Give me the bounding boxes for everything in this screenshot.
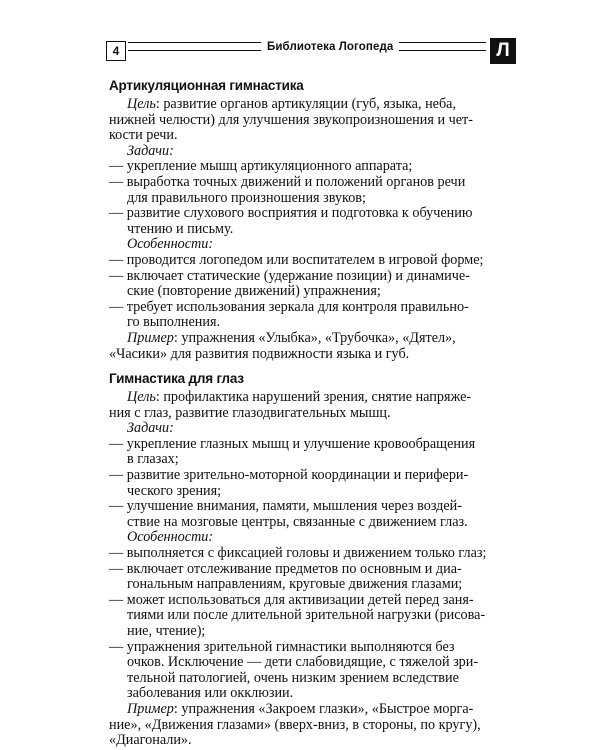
goal-line [109,97,513,113]
example-line: ние», «Движения глазами» (вверх-вниз, в стороны, по кругу), [109,716,481,733]
list-item: — развитие зрительно-моторной координации и перифери- [109,467,469,484]
goal-line [109,390,513,406]
list-item-cont: тиями или после длительной зрительной нагрузки (рисова- [127,607,486,624]
list-item-cont: гональным направлениям, круговые движения глазами; [127,576,463,593]
features-label: Особенности: [127,236,214,253]
example-line: «Часики» для развития подвижности языка и губ. [109,345,410,362]
list-item-cont: в глазах; [127,451,179,468]
example-text: : упражнения «Улыбка», «Трубочка», «Дятел», [173,329,456,346]
list-item: — требует использования зеркала для контроля правильно- [109,298,469,315]
list-item: — укрепление глазных мышц и улучшение кровообращения [109,435,476,452]
list-item-cont: заболевания или окклюзии. [127,685,294,702]
example-text: : упражнения «Закроем глазки», «Быстрое морга- [173,700,474,717]
goal-label: Цель [127,96,156,112]
list-item-cont: ческого зрения; [127,482,222,499]
header-title: Библиотека Логопеда [261,41,399,53]
goal-text: : профилактика нарушений зрения, снятие напряже- [155,389,472,406]
list-item-cont: ские (повторение движений) упражнения; [127,283,381,300]
features-label: Особенности: [127,529,214,546]
example-label: Пример [127,700,174,717]
list-item: — включает отслеживание предметов по основным и диа- [109,560,462,577]
goal-line: нижней челюсти) для улучшения звукопроизношения и чет- [109,111,473,128]
list-item-cont: го выполнения. [127,314,221,331]
section-title-eye-gymnastics: Гимнастика для глаз [109,371,244,387]
list-item-cont: для правильного произношения звуков; [127,189,366,206]
example-line [109,702,513,718]
list-item: — проводится логопедом или воспитателем в игровой форме; [109,251,484,268]
series-logo-icon: Л [490,38,516,64]
page-number: 4 [106,41,126,61]
example-line [109,331,513,347]
list-item-cont: чтению и письму. [127,220,234,237]
goal-text: : развитие органов артикуляции (губ, языка, неба, [155,96,457,112]
list-item: — улучшение внимания, памяти, мышления через воздей- [109,498,463,515]
list-item: — укрепление мышц артикуляционного аппарата; [109,158,413,175]
example-line: «Диагонали». [109,732,192,749]
goal-line: кости речи. [109,127,178,144]
list-item-cont: ствие на мозговые центры, связанные с движением глаз. [127,513,468,530]
list-item: — выполняется с фиксацией головы и движением только глаз; [109,545,487,562]
tasks-label: Задачи: [127,420,174,437]
goal-label: Цель [127,389,156,406]
list-item-cont: тельной патологией, очень низким зрением вследствие [127,669,459,686]
list-item: — развитие слухового восприятия и подготовка к обучению [109,205,473,222]
list-item: — включает статические (удержание позиции) и динамиче- [109,267,470,284]
tasks-label: Задачи: [127,142,174,159]
list-item: — упражнения зрительной гимнастики выполняются без [109,638,455,655]
list-item: — выработка точных движений и положений органов речи [109,173,466,190]
page-body [109,78,513,749]
list-item-cont: ние, чтение); [127,623,206,639]
running-header [106,41,516,63]
goal-line: ния с глаз, развитие глазодвигательных мышц. [109,404,391,421]
section-title-articulation: Артикуляционная гимнастика [109,78,304,93]
example-label: Пример [127,329,174,346]
list-item: — может использоваться для активизации детей перед заня- [109,591,474,608]
list-item-cont: очков. Исключение — дети слабовидящие, с тяжелой зри- [127,654,479,671]
